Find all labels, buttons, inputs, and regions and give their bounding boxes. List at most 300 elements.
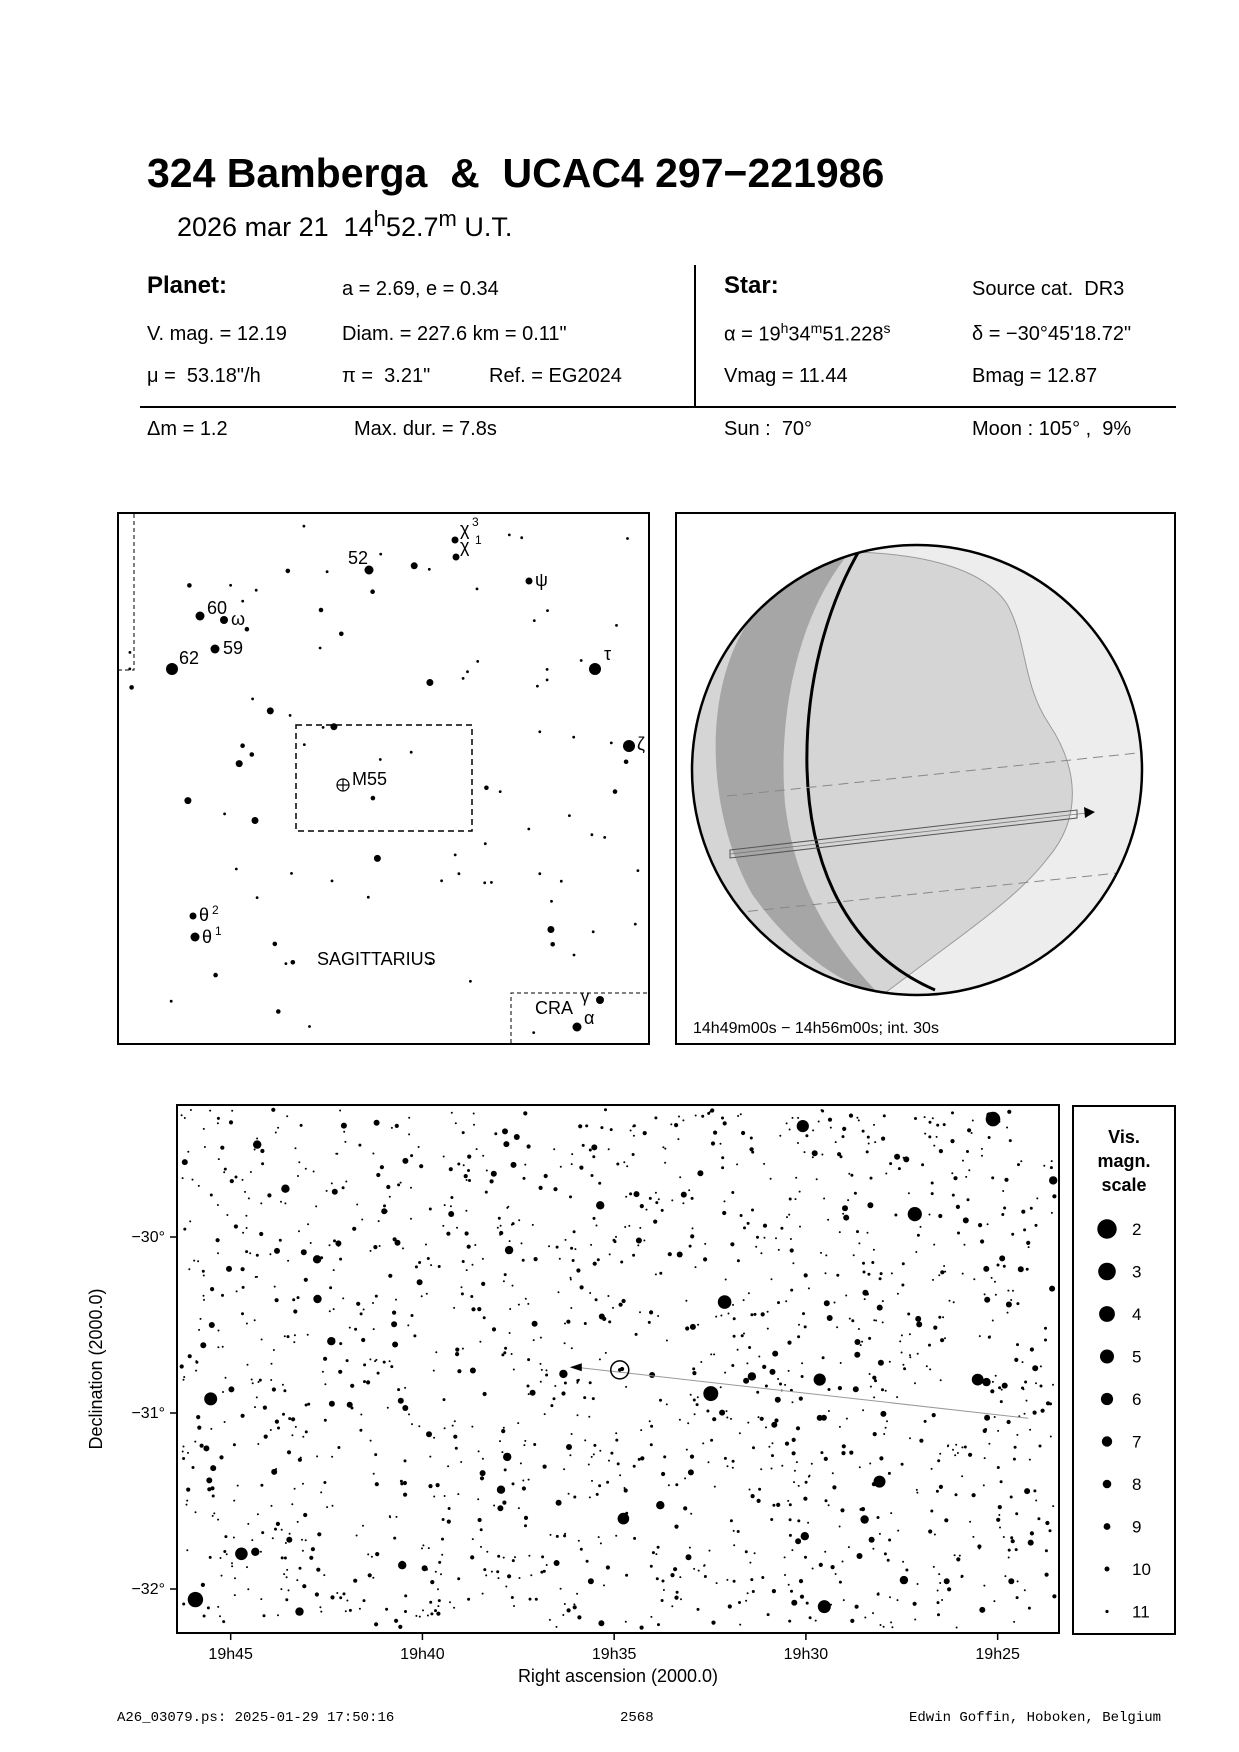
- field-star: [540, 1381, 542, 1383]
- field-star: [298, 1230, 300, 1232]
- field-star: [486, 1170, 488, 1172]
- finder-star: [273, 942, 278, 947]
- field-star: [190, 1109, 192, 1111]
- field-star: [339, 1258, 342, 1261]
- field-star: [577, 1414, 579, 1416]
- field-star: [824, 1300, 830, 1306]
- field-star: [392, 1342, 398, 1348]
- legend-label: 6: [1132, 1390, 1142, 1409]
- field-star: [195, 1370, 197, 1372]
- field-star: [789, 1518, 792, 1521]
- field-star: [183, 1379, 185, 1381]
- field-star: [984, 1415, 990, 1421]
- field-star: [461, 1292, 464, 1295]
- field-star: [740, 1214, 743, 1217]
- field-star: [847, 1199, 849, 1201]
- field-star: [503, 1557, 505, 1559]
- finder-star: [235, 868, 238, 871]
- field-star: [751, 1494, 755, 1498]
- field-star: [850, 1619, 854, 1623]
- label-cra-alpha: α: [584, 1008, 595, 1028]
- field-star: [909, 1437, 911, 1439]
- field-star: [825, 1272, 827, 1274]
- field-star: [524, 1164, 526, 1166]
- field-star: [619, 1474, 621, 1476]
- field-star: [723, 1121, 727, 1125]
- finder-star: [483, 881, 486, 884]
- field-star: [180, 1364, 184, 1368]
- finder-star: [187, 583, 192, 588]
- field-star: [597, 1258, 600, 1261]
- field-star: [939, 1149, 943, 1153]
- field-star: [408, 1133, 410, 1135]
- field-star: [204, 1146, 206, 1148]
- finder-star: [527, 828, 530, 831]
- field-star: [559, 1258, 561, 1260]
- legend-dot: [1105, 1610, 1108, 1613]
- field-star: [768, 1446, 770, 1448]
- field-star: [655, 1201, 658, 1204]
- label-theta2: θ: [199, 905, 210, 925]
- field-star: [300, 1457, 302, 1459]
- field-star: [1000, 1400, 1003, 1403]
- field-star: [954, 1554, 956, 1556]
- field-star: [1008, 1549, 1011, 1552]
- field-star: [258, 1381, 260, 1383]
- finder-star: [331, 880, 334, 883]
- field-star: [576, 1268, 580, 1272]
- field-star: [381, 1208, 387, 1214]
- planet-vmag: V. mag. = 12.19: [147, 323, 287, 345]
- finder-star: [568, 814, 571, 817]
- field-star: [880, 1411, 886, 1417]
- field-star: [225, 1377, 227, 1379]
- field-star: [450, 1196, 453, 1199]
- field-star: [371, 1556, 373, 1558]
- field-star: [453, 1435, 457, 1439]
- field-star: [549, 1619, 551, 1621]
- field-star: [358, 1144, 361, 1147]
- field-star: [959, 1555, 961, 1557]
- field-star: [428, 1547, 430, 1549]
- field-star: [242, 1179, 244, 1181]
- finder-star: [370, 589, 375, 594]
- field-star: [915, 1316, 921, 1322]
- field-star: [497, 1555, 500, 1558]
- finder-star: [286, 569, 291, 574]
- field-star: [858, 1119, 860, 1121]
- field-star: [961, 1576, 963, 1578]
- x-axis-label: Right ascension (2000.0): [517, 1666, 719, 1686]
- field-star: [711, 1141, 715, 1145]
- finder-star: [603, 836, 606, 839]
- field-star: [477, 1307, 481, 1311]
- field-star: [1050, 1166, 1053, 1169]
- field-star: [184, 1117, 186, 1119]
- field-star: [361, 1219, 363, 1221]
- field-star: [519, 1577, 521, 1579]
- field-star: [701, 1115, 704, 1118]
- field-star: [885, 1390, 887, 1392]
- finder-star: [580, 659, 583, 662]
- field-star: [448, 1211, 454, 1217]
- field-star: [1024, 1589, 1026, 1591]
- field-star: [784, 1574, 786, 1576]
- field-star: [222, 1620, 225, 1623]
- field-star: [881, 1388, 884, 1391]
- field-star: [210, 1287, 214, 1291]
- field-star: [397, 1388, 400, 1391]
- field-star: [659, 1272, 662, 1275]
- field-star: [719, 1410, 725, 1416]
- field-star: [680, 1598, 682, 1600]
- field-star: [991, 1176, 994, 1179]
- field-star: [957, 1452, 959, 1454]
- legend-dot: [1097, 1219, 1116, 1238]
- field-star: [223, 1171, 225, 1173]
- field-star: [339, 1342, 342, 1345]
- field-star: [398, 1625, 402, 1629]
- finder-star: [476, 588, 479, 591]
- field-star: [765, 1385, 768, 1388]
- field-star: [186, 1488, 190, 1492]
- field-star: [848, 1173, 850, 1175]
- field-star: [313, 1255, 321, 1263]
- finder-star: [236, 760, 243, 767]
- field-star: [220, 1557, 222, 1559]
- field-star: [324, 1419, 327, 1422]
- finder-star: [546, 668, 549, 671]
- field-star: [890, 1512, 892, 1514]
- field-star: [721, 1156, 724, 1159]
- field-star: [535, 1598, 538, 1601]
- field-star: [486, 1551, 488, 1553]
- field-star: [402, 1158, 408, 1164]
- star-theta1: [191, 933, 200, 942]
- field-star: [937, 1613, 940, 1616]
- field-star: [457, 1577, 460, 1580]
- field-star: [857, 1553, 863, 1559]
- field-star: [635, 1333, 638, 1336]
- field-star: [1052, 1384, 1054, 1386]
- field-star: [950, 1139, 954, 1143]
- field-star: [879, 1456, 883, 1460]
- field-star: [219, 1455, 223, 1459]
- field-star: [760, 1417, 764, 1421]
- field-star: [767, 1311, 769, 1313]
- field-star: [499, 1231, 503, 1235]
- field-star: [329, 1286, 332, 1289]
- field-star: [234, 1594, 236, 1596]
- field-star: [633, 1465, 636, 1468]
- field-star: [804, 1273, 808, 1277]
- field-star: [1040, 1365, 1042, 1367]
- field-star: [902, 1262, 905, 1265]
- field-star: [556, 1535, 559, 1538]
- field-star: [659, 1399, 662, 1402]
- field-star: [323, 1574, 325, 1576]
- field-star: [253, 1140, 261, 1148]
- field-star: [591, 1456, 593, 1458]
- field-star: [968, 1169, 970, 1171]
- field-star: [843, 1215, 849, 1221]
- field-star: [780, 1227, 783, 1230]
- field-star: [479, 1341, 481, 1343]
- finder-star: [532, 1031, 535, 1034]
- field-star: [770, 1518, 773, 1521]
- field-star: [897, 1530, 899, 1532]
- field-star: [891, 1626, 893, 1628]
- field-star: [323, 1481, 326, 1484]
- field-star: [320, 1491, 322, 1493]
- field-star: [589, 1496, 591, 1498]
- field-star: [326, 1190, 328, 1192]
- field-star: [1035, 1224, 1038, 1227]
- field-star: [931, 1468, 933, 1470]
- x-tick-label: 19h25: [975, 1646, 1020, 1663]
- star-vmag: Vmag = 11.44: [724, 365, 848, 387]
- field-star: [600, 1126, 603, 1129]
- field-star: [1049, 1286, 1055, 1292]
- bright-star: [797, 1120, 809, 1132]
- field-star: [770, 1369, 776, 1375]
- field-star: [835, 1141, 837, 1143]
- field-star: [408, 1117, 410, 1119]
- field-star: [230, 1179, 234, 1183]
- field-star: [743, 1299, 745, 1301]
- field-star: [804, 1556, 807, 1559]
- event-date: 2026 mar 21: [177, 212, 329, 242]
- field-star: [360, 1414, 362, 1416]
- field-star: [465, 1210, 467, 1212]
- field-star: [1052, 1194, 1056, 1198]
- field-star: [1026, 1241, 1030, 1245]
- field-star: [395, 1240, 401, 1246]
- field-star: [700, 1361, 702, 1363]
- field-star: [444, 1495, 446, 1497]
- field-star: [422, 1544, 424, 1546]
- field-star: [520, 1462, 522, 1464]
- field-star: [252, 1382, 254, 1384]
- field-star: [939, 1485, 943, 1489]
- field-star: [490, 1179, 494, 1183]
- field-star: [622, 1299, 626, 1303]
- field-star: [483, 1316, 486, 1319]
- field-star: [518, 1219, 520, 1221]
- field-star: [284, 1335, 286, 1337]
- field-star: [1007, 1312, 1009, 1314]
- field-star: [1026, 1268, 1029, 1271]
- field-star: [540, 1571, 543, 1574]
- finder-star: [291, 960, 296, 965]
- field-star: [758, 1356, 760, 1358]
- finder-star: [371, 796, 376, 801]
- field-star: [267, 1193, 271, 1197]
- constellation-boundary-nw: [119, 514, 134, 670]
- planet-motion: μ = 53.18"/h: [147, 365, 261, 387]
- field-star: [1052, 1594, 1056, 1598]
- field-star: [433, 1496, 435, 1498]
- field-star: [586, 1560, 589, 1563]
- field-star: [203, 1128, 205, 1130]
- finder-star: [615, 624, 618, 627]
- field-star: [828, 1410, 830, 1412]
- field-star: [668, 1252, 672, 1256]
- finder-star: [129, 685, 134, 690]
- field-star: [291, 1417, 295, 1421]
- field-star: [301, 1539, 303, 1541]
- field-star: [792, 1262, 794, 1264]
- field-star: [288, 1417, 291, 1420]
- field-star: [203, 1275, 205, 1277]
- field-star: [849, 1318, 851, 1320]
- legend-label: 11: [1132, 1602, 1150, 1622]
- field-star: [687, 1422, 689, 1424]
- field-star: [234, 1224, 238, 1228]
- field-star: [446, 1232, 450, 1236]
- field-star: [527, 1358, 530, 1361]
- finder-star: [469, 980, 472, 983]
- field-star: [511, 1224, 513, 1226]
- field-star: [447, 1520, 451, 1524]
- field-star: [859, 1466, 861, 1468]
- field-star: [187, 1151, 189, 1153]
- label-omega: ω: [231, 609, 246, 629]
- field-star: [964, 1446, 967, 1449]
- field-star: [963, 1217, 969, 1223]
- field-star: [914, 1619, 916, 1621]
- legend-title-3: scale: [1101, 1175, 1147, 1195]
- field-star: [774, 1418, 778, 1422]
- field-star: [442, 1225, 444, 1227]
- finder-star: [256, 896, 259, 899]
- field-star: [854, 1352, 860, 1358]
- star-59: [211, 645, 220, 654]
- footer-author: Edwin Goffin, Hoboken, Belgium: [909, 1710, 1162, 1726]
- field-star: [600, 1542, 602, 1544]
- field-star: [363, 1599, 366, 1602]
- field-star: [661, 1472, 665, 1476]
- field-star: [805, 1481, 808, 1484]
- field-star: [195, 1511, 197, 1513]
- field-star: [775, 1237, 777, 1239]
- field-star: [217, 1252, 219, 1254]
- field-star: [528, 1555, 530, 1557]
- field-star: [1030, 1347, 1034, 1351]
- field-star: [467, 1598, 470, 1601]
- field-star: [797, 1117, 799, 1119]
- field-star: [1016, 1302, 1019, 1305]
- field-star: [722, 1211, 726, 1215]
- field-star: [532, 1321, 538, 1327]
- field-star: [713, 1353, 715, 1355]
- field-star: [839, 1581, 842, 1584]
- field-star: [467, 1155, 471, 1159]
- field-star: [1013, 1458, 1016, 1461]
- field-star: [885, 1173, 887, 1175]
- finder-star: [624, 760, 629, 765]
- field-star: [363, 1380, 366, 1383]
- field-star: [752, 1446, 755, 1449]
- field-star: [703, 1257, 707, 1261]
- field-star: [1033, 1411, 1037, 1415]
- finder-star: [129, 651, 132, 654]
- field-star: [564, 1323, 566, 1325]
- field-star: [400, 1561, 404, 1565]
- field-star: [825, 1499, 828, 1502]
- field-star: [732, 1460, 735, 1463]
- field-star: [451, 1112, 453, 1114]
- field-star: [294, 1334, 296, 1336]
- field-star: [944, 1337, 946, 1339]
- alpha-prefix: α = 19: [724, 323, 781, 346]
- field-star: [1018, 1266, 1024, 1272]
- field-star: [799, 1191, 801, 1193]
- field-star: [221, 1575, 223, 1577]
- field-star: [760, 1252, 762, 1254]
- field-star: [329, 1244, 331, 1246]
- field-star: [762, 1365, 766, 1369]
- field-star: [440, 1573, 442, 1575]
- field-star: [650, 1443, 653, 1446]
- field-star: [261, 1162, 264, 1165]
- field-star: [419, 1164, 423, 1168]
- field-star: [657, 1315, 659, 1317]
- field-star: [756, 1391, 759, 1394]
- field-star: [931, 1182, 934, 1185]
- field-star: [578, 1124, 582, 1128]
- field-star: [245, 1215, 247, 1217]
- field-star: [504, 1347, 507, 1350]
- field-star: [720, 1386, 722, 1388]
- field-star: [457, 1493, 459, 1495]
- field-star: [614, 1240, 617, 1243]
- field-star: [889, 1361, 891, 1363]
- field-star: [929, 1121, 932, 1124]
- field-star: [504, 1468, 507, 1471]
- globe-panel: [675, 512, 1176, 1045]
- field-star: [851, 1319, 854, 1322]
- finder-star: [546, 679, 549, 682]
- field-star: [274, 1248, 280, 1254]
- field-star: [748, 1292, 750, 1294]
- field-star: [558, 1291, 560, 1293]
- field-star: [511, 1162, 517, 1168]
- field-star: [901, 1334, 903, 1336]
- field-star: [956, 1205, 960, 1209]
- field-star: [979, 1607, 985, 1613]
- field-star: [313, 1295, 321, 1303]
- field-star: [545, 1374, 548, 1377]
- label-tau: τ: [604, 644, 612, 664]
- finder-star: [339, 632, 344, 637]
- field-star: [1007, 1420, 1011, 1424]
- field-star: [466, 1269, 468, 1271]
- field-star: [756, 1236, 759, 1239]
- field-star: [919, 1439, 923, 1443]
- field-star: [437, 1588, 439, 1590]
- field-star: [566, 1444, 572, 1450]
- field-star: [274, 1528, 277, 1531]
- field-star: [283, 1389, 286, 1392]
- legend-dot: [1104, 1523, 1111, 1530]
- field-star: [840, 1362, 842, 1364]
- column-divider: [694, 265, 696, 407]
- field-star: [998, 1514, 1000, 1516]
- field-star: [812, 1150, 818, 1156]
- finder-star: [536, 685, 539, 688]
- field-star: [862, 1262, 865, 1265]
